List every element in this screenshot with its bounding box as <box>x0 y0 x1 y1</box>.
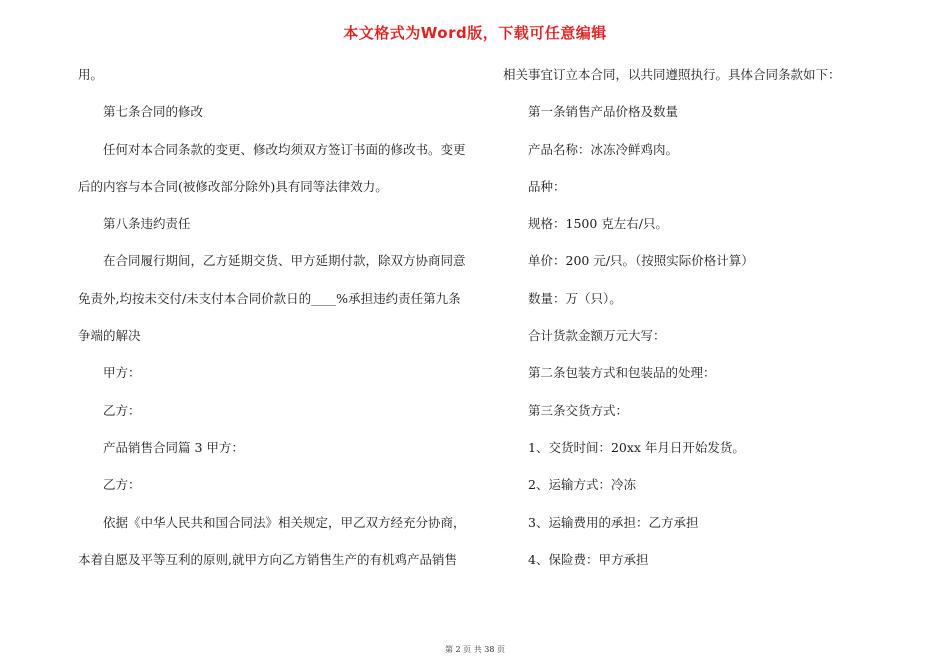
text-line: 乙方： <box>103 477 141 493</box>
text-line: 第七条合同的修改 <box>103 104 204 120</box>
text-line: 规格：1500 克左右/只。 <box>528 216 668 232</box>
page-footer: 第 2 页 共 38 页 <box>445 645 505 654</box>
text-line: 甲方： <box>103 365 141 381</box>
text-line: 3、运输费用的承担：乙方承担 <box>528 514 699 530</box>
text-line: 依据《中华人民共和国合同法》相关规定，甲乙双方经充分协商， <box>103 514 466 530</box>
text-line: 在合同履行期间，乙方延期交货、甲方延期付款，除双方协商同意 <box>103 253 466 269</box>
text-line: 后的内容与本合同(被修改部分除外)具有同等法律效力。 <box>78 178 388 194</box>
right-column <box>503 63 903 585</box>
text-line: 第二条包装方式和包装品的处理： <box>528 365 716 381</box>
text-line: 任何对本合同条款的变更、修改均须双方签订书面的修改书。变更 <box>103 141 466 157</box>
text-line: 4、保险费：甲方承担 <box>528 551 649 567</box>
text-line: 产品销售合同篇 3 甲方： <box>103 439 244 455</box>
text-line: 第三条交货方式： <box>528 402 629 418</box>
text-line: 2、运输方式：冷冻 <box>528 477 636 493</box>
text-line: 相关事宜订立本合同，以共同遵照执行。具体合同条款如下： <box>503 67 841 82</box>
text-line: 合计货款金额万元大写： <box>528 328 666 344</box>
download-banner: 本文格式为Word版，下载可任意编辑 <box>343 24 607 42</box>
text-line: 品种： <box>528 178 566 194</box>
text-line: 争端的解决 <box>78 328 141 344</box>
text-line: 用。 <box>78 67 104 82</box>
text-line: 数量：万（只）。 <box>528 290 622 306</box>
text-line: 乙方： <box>103 402 141 418</box>
text-line: 第一条销售产品价格及数量 <box>528 104 679 120</box>
text-line: 本着自愿及平等互利的原则,就甲方向乙方销售生产的有机鸡产品销售 <box>78 551 457 567</box>
text-line: 免责外,均按未交付/未支付本合同价款日的____%承担违约责任第九条 <box>78 290 461 306</box>
left-column <box>78 63 478 585</box>
text-line: 第八条违约责任 <box>103 216 191 232</box>
text-line: 单价：200 元/只。（按照实际价格计算） <box>528 253 754 269</box>
text-line: 1、交货时间：20xx 年月日开始发货。 <box>528 439 745 455</box>
text-line: 产品名称：冰冻冷鲜鸡肉。 <box>528 141 679 157</box>
